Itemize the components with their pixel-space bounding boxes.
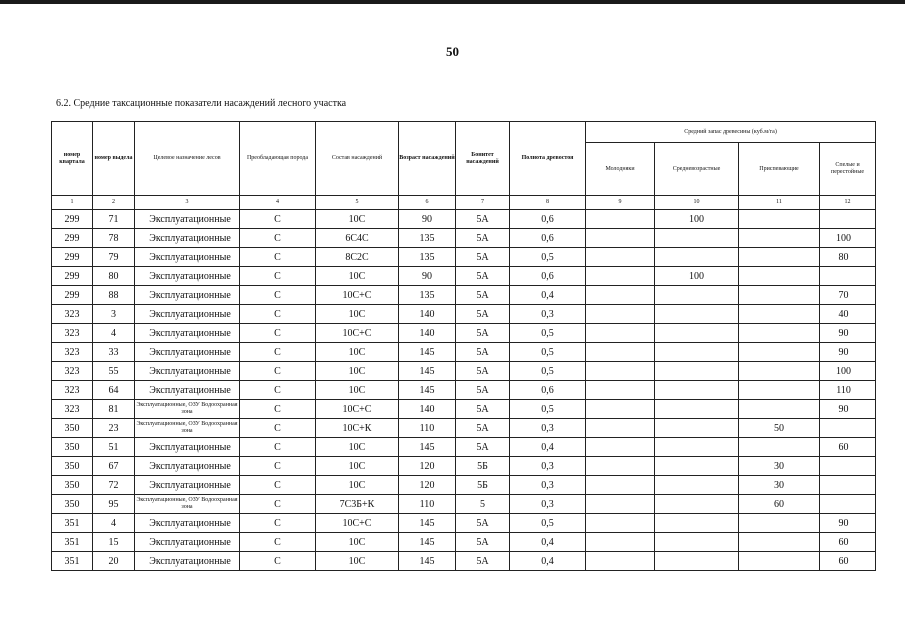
ripening-stock-cell [739, 267, 820, 286]
purpose-cell: Эксплуатационные [135, 343, 240, 362]
young-stock-cell [586, 305, 655, 324]
mature-stock-cell: 60 [820, 533, 876, 552]
mature-stock-cell [820, 419, 876, 438]
header-composition: Состав насаждений [316, 122, 399, 196]
mature-stock-cell: 90 [820, 400, 876, 419]
density-cell: 0,4 [510, 286, 586, 305]
age-cell: 135 [399, 286, 456, 305]
kvartal-cell: 323 [52, 324, 93, 343]
top-rule [0, 0, 905, 4]
vydel-cell: 95 [93, 495, 135, 514]
purpose-cell: Эксплуатационные [135, 229, 240, 248]
header-age: Возраст насаждений [399, 122, 456, 196]
ripening-stock-cell [739, 362, 820, 381]
dominant-species-cell: С [240, 210, 316, 229]
purpose-cell: Эксплуатационные [135, 381, 240, 400]
young-stock-cell [586, 324, 655, 343]
density-cell: 0,5 [510, 514, 586, 533]
vydel-cell: 23 [93, 419, 135, 438]
bonitet-cell: 5А [456, 552, 510, 571]
table-row [52, 457, 876, 476]
vydel-cell: 88 [93, 286, 135, 305]
purpose-cell: Эксплуатационные [135, 362, 240, 381]
kvartal-cell: 323 [52, 381, 93, 400]
table-row [52, 286, 876, 305]
dominant-species-cell: С [240, 362, 316, 381]
purpose-cell: Эксплуатационные [135, 210, 240, 229]
table-row [52, 248, 876, 267]
density-cell: 0,6 [510, 229, 586, 248]
age-cell: 145 [399, 552, 456, 571]
vydel-cell: 79 [93, 248, 135, 267]
dominant-species-cell: С [240, 552, 316, 571]
density-cell: 0,5 [510, 324, 586, 343]
bonitet-cell: 5Б [456, 476, 510, 495]
kvartal-cell: 350 [52, 495, 93, 514]
col-number: 12 [820, 196, 876, 210]
purpose-cell: Эксплуатационные, ОЗУ Водоохранная зона [135, 495, 240, 514]
col-number: 3 [135, 196, 240, 210]
bonitet-cell: 5А [456, 305, 510, 324]
composition-cell: 10С [316, 457, 399, 476]
density-cell: 0,3 [510, 476, 586, 495]
young-stock-cell [586, 362, 655, 381]
vydel-cell: 3 [93, 305, 135, 324]
ripening-stock-cell [739, 248, 820, 267]
density-cell: 0,3 [510, 419, 586, 438]
table-row [52, 400, 876, 419]
kvartal-cell: 299 [52, 229, 93, 248]
middle-stock-cell [655, 419, 739, 438]
ripening-stock-cell [739, 305, 820, 324]
kvartal-cell: 323 [52, 362, 93, 381]
dominant-species-cell: С [240, 381, 316, 400]
vydel-cell: 78 [93, 229, 135, 248]
age-cell: 140 [399, 324, 456, 343]
purpose-cell: Эксплуатационные, ОЗУ Водоохранная зона [135, 400, 240, 419]
bonitet-cell: 5А [456, 248, 510, 267]
col-number: 1 [52, 196, 93, 210]
bonitet-cell: 5Б [456, 457, 510, 476]
age-cell: 90 [399, 267, 456, 286]
mature-stock-cell: 100 [820, 229, 876, 248]
bonitet-cell: 5А [456, 286, 510, 305]
ripening-stock-cell [739, 286, 820, 305]
bonitet-cell: 5А [456, 438, 510, 457]
young-stock-cell [586, 533, 655, 552]
composition-cell: 10С+С [316, 400, 399, 419]
forest-indicators-table [51, 121, 876, 571]
mature-stock-cell [820, 495, 876, 514]
col-number: 9 [586, 196, 655, 210]
table-row [52, 476, 876, 495]
col-number: 8 [510, 196, 586, 210]
composition-cell: 10С+С [316, 324, 399, 343]
middle-stock-cell [655, 286, 739, 305]
composition-cell: 10С [316, 343, 399, 362]
middle-stock-cell [655, 438, 739, 457]
composition-cell: 10С+К [316, 419, 399, 438]
kvartal-cell: 351 [52, 514, 93, 533]
age-cell: 120 [399, 476, 456, 495]
bonitet-cell: 5А [456, 229, 510, 248]
composition-cell: 10С [316, 305, 399, 324]
dominant-species-cell: С [240, 229, 316, 248]
bonitet-cell: 5А [456, 533, 510, 552]
density-cell: 0,5 [510, 362, 586, 381]
purpose-cell: Эксплуатационные [135, 248, 240, 267]
ripening-stock-cell [739, 533, 820, 552]
age-cell: 110 [399, 419, 456, 438]
header-dominant: Преобладающая порода [240, 122, 316, 196]
bonitet-cell: 5А [456, 210, 510, 229]
bonitet-cell: 5А [456, 267, 510, 286]
young-stock-cell [586, 457, 655, 476]
purpose-cell: Эксплуатационные [135, 457, 240, 476]
dominant-species-cell: С [240, 533, 316, 552]
header-vydel: номер выдела [93, 122, 135, 196]
composition-cell: 10С [316, 438, 399, 457]
table-row [52, 381, 876, 400]
ripening-stock-cell [739, 229, 820, 248]
age-cell: 145 [399, 381, 456, 400]
ripening-stock-cell [739, 438, 820, 457]
table-row [52, 552, 876, 571]
dominant-species-cell: С [240, 305, 316, 324]
header-bonitet: Бонитет насаждений [456, 122, 510, 196]
purpose-cell: Эксплуатационные [135, 476, 240, 495]
composition-cell: 10С [316, 210, 399, 229]
vydel-cell: 51 [93, 438, 135, 457]
age-cell: 145 [399, 514, 456, 533]
ripening-stock-cell [739, 514, 820, 533]
purpose-cell: Эксплуатационные [135, 305, 240, 324]
density-cell: 0,6 [510, 267, 586, 286]
kvartal-cell: 323 [52, 343, 93, 362]
kvartal-cell: 323 [52, 305, 93, 324]
composition-cell: 10С [316, 362, 399, 381]
density-cell: 0,4 [510, 552, 586, 571]
age-cell: 110 [399, 495, 456, 514]
ripening-stock-cell [739, 324, 820, 343]
young-stock-cell [586, 229, 655, 248]
middle-stock-cell [655, 552, 739, 571]
young-stock-cell [586, 343, 655, 362]
ripening-stock-cell: 60 [739, 495, 820, 514]
vydel-cell: 55 [93, 362, 135, 381]
middle-stock-cell [655, 457, 739, 476]
vydel-cell: 67 [93, 457, 135, 476]
col-number: 4 [240, 196, 316, 210]
bonitet-cell: 5А [456, 419, 510, 438]
table-row [52, 229, 876, 248]
table-row [52, 267, 876, 286]
composition-cell: 8С2С [316, 248, 399, 267]
age-cell: 140 [399, 305, 456, 324]
ripening-stock-cell [739, 400, 820, 419]
middle-stock-cell [655, 476, 739, 495]
mature-stock-cell [820, 476, 876, 495]
middle-stock-cell [655, 229, 739, 248]
kvartal-cell: 299 [52, 267, 93, 286]
purpose-cell: Эксплуатационные [135, 438, 240, 457]
purpose-cell: Эксплуатационные [135, 514, 240, 533]
ripening-stock-cell [739, 343, 820, 362]
table-row [52, 514, 876, 533]
middle-stock-cell [655, 400, 739, 419]
mature-stock-cell: 60 [820, 552, 876, 571]
mature-stock-cell [820, 457, 876, 476]
header-stock-group: Средний запас древесины (куб.м/га) [586, 122, 876, 143]
middle-stock-cell: 100 [655, 210, 739, 229]
density-cell: 0,6 [510, 381, 586, 400]
composition-cell: 10С [316, 267, 399, 286]
header-middle: Средневозрастные [655, 143, 739, 196]
header-purpose: Целевое назначение лесов [135, 122, 240, 196]
kvartal-cell: 299 [52, 286, 93, 305]
mature-stock-cell: 110 [820, 381, 876, 400]
dominant-species-cell: С [240, 514, 316, 533]
header-mature: Спелые и перестойные [820, 143, 876, 196]
ripening-stock-cell [739, 552, 820, 571]
age-cell: 145 [399, 362, 456, 381]
table-body [52, 210, 876, 571]
mature-stock-cell: 90 [820, 343, 876, 362]
middle-stock-cell: 100 [655, 267, 739, 286]
young-stock-cell [586, 495, 655, 514]
young-stock-cell [586, 400, 655, 419]
vydel-cell: 4 [93, 324, 135, 343]
section-title: 6.2. Средние таксационные показатели насаждений лесного участка [56, 98, 347, 109]
vydel-cell: 15 [93, 533, 135, 552]
vydel-cell: 80 [93, 267, 135, 286]
kvartal-cell: 351 [52, 552, 93, 571]
col-number: 10 [655, 196, 739, 210]
density-cell: 0,5 [510, 400, 586, 419]
col-number: 2 [93, 196, 135, 210]
density-cell: 0,4 [510, 438, 586, 457]
header-density: Полнота древостоя [510, 122, 586, 196]
col-number: 7 [456, 196, 510, 210]
age-cell: 145 [399, 533, 456, 552]
kvartal-cell: 299 [52, 210, 93, 229]
young-stock-cell [586, 267, 655, 286]
purpose-cell: Эксплуатационные [135, 533, 240, 552]
mature-stock-cell [820, 210, 876, 229]
dominant-species-cell: С [240, 267, 316, 286]
bonitet-cell: 5А [456, 324, 510, 343]
table-row [52, 210, 876, 229]
age-cell: 145 [399, 438, 456, 457]
composition-cell: 10С+С [316, 286, 399, 305]
mature-stock-cell: 40 [820, 305, 876, 324]
purpose-cell: Эксплуатационные [135, 267, 240, 286]
vydel-cell: 64 [93, 381, 135, 400]
composition-cell: 10С [316, 533, 399, 552]
purpose-cell: Эксплуатационные [135, 324, 240, 343]
density-cell: 0,6 [510, 210, 586, 229]
bonitet-cell: 5А [456, 514, 510, 533]
kvartal-cell: 350 [52, 476, 93, 495]
vydel-cell: 4 [93, 514, 135, 533]
dominant-species-cell: С [240, 400, 316, 419]
vydel-cell: 72 [93, 476, 135, 495]
density-cell: 0,3 [510, 305, 586, 324]
dominant-species-cell: С [240, 476, 316, 495]
table-row [52, 343, 876, 362]
mature-stock-cell: 80 [820, 248, 876, 267]
young-stock-cell [586, 210, 655, 229]
young-stock-cell [586, 476, 655, 495]
dominant-species-cell: С [240, 419, 316, 438]
kvartal-cell: 350 [52, 438, 93, 457]
ripening-stock-cell: 50 [739, 419, 820, 438]
vydel-cell: 81 [93, 400, 135, 419]
header-young: Молодняки [586, 143, 655, 196]
dominant-species-cell: С [240, 438, 316, 457]
bonitet-cell: 5А [456, 362, 510, 381]
ripening-stock-cell [739, 381, 820, 400]
mature-stock-cell: 90 [820, 324, 876, 343]
dominant-species-cell: С [240, 495, 316, 514]
page-number: 50 [446, 44, 459, 59]
bonitet-cell: 5 [456, 495, 510, 514]
age-cell: 135 [399, 248, 456, 267]
young-stock-cell [586, 248, 655, 267]
age-cell: 90 [399, 210, 456, 229]
table-row [52, 362, 876, 381]
kvartal-cell: 350 [52, 419, 93, 438]
composition-cell: 7С3Б+К [316, 495, 399, 514]
middle-stock-cell [655, 495, 739, 514]
ripening-stock-cell [739, 210, 820, 229]
mature-stock-cell: 60 [820, 438, 876, 457]
age-cell: 135 [399, 229, 456, 248]
age-cell: 120 [399, 457, 456, 476]
table-row [52, 324, 876, 343]
middle-stock-cell [655, 324, 739, 343]
density-cell: 0,3 [510, 495, 586, 514]
young-stock-cell [586, 381, 655, 400]
table-row [52, 419, 876, 438]
middle-stock-cell [655, 381, 739, 400]
col-number: 11 [739, 196, 820, 210]
dominant-species-cell: С [240, 324, 316, 343]
ripening-stock-cell: 30 [739, 457, 820, 476]
middle-stock-cell [655, 514, 739, 533]
middle-stock-cell [655, 533, 739, 552]
mature-stock-cell [820, 267, 876, 286]
kvartal-cell: 350 [52, 457, 93, 476]
table-row [52, 495, 876, 514]
vydel-cell: 71 [93, 210, 135, 229]
table-row [52, 438, 876, 457]
col-number: 5 [316, 196, 399, 210]
vydel-cell: 20 [93, 552, 135, 571]
density-cell: 0,4 [510, 533, 586, 552]
bonitet-cell: 5А [456, 400, 510, 419]
young-stock-cell [586, 438, 655, 457]
middle-stock-cell [655, 343, 739, 362]
composition-cell: 6С4С [316, 229, 399, 248]
table-row [52, 533, 876, 552]
young-stock-cell [586, 514, 655, 533]
age-cell: 145 [399, 343, 456, 362]
middle-stock-cell [655, 248, 739, 267]
ripening-stock-cell: 30 [739, 476, 820, 495]
bonitet-cell: 5А [456, 343, 510, 362]
age-cell: 140 [399, 400, 456, 419]
purpose-cell: Эксплуатационные [135, 552, 240, 571]
middle-stock-cell [655, 305, 739, 324]
bonitet-cell: 5А [456, 381, 510, 400]
mature-stock-cell: 70 [820, 286, 876, 305]
mature-stock-cell: 100 [820, 362, 876, 381]
purpose-cell: Эксплуатационные, ОЗУ Водоохранная зона [135, 419, 240, 438]
young-stock-cell [586, 286, 655, 305]
dominant-species-cell: С [240, 343, 316, 362]
purpose-cell: Эксплуатационные [135, 286, 240, 305]
header-kvartal: номер квартала [52, 122, 93, 196]
dominant-species-cell: С [240, 457, 316, 476]
mature-stock-cell: 90 [820, 514, 876, 533]
dominant-species-cell: С [240, 248, 316, 267]
dominant-species-cell: С [240, 286, 316, 305]
kvartal-cell: 351 [52, 533, 93, 552]
kvartal-cell: 323 [52, 400, 93, 419]
col-number: 6 [399, 196, 456, 210]
kvartal-cell: 299 [52, 248, 93, 267]
composition-cell: 10С [316, 476, 399, 495]
density-cell: 0,5 [510, 248, 586, 267]
young-stock-cell [586, 419, 655, 438]
middle-stock-cell [655, 362, 739, 381]
table-row [52, 305, 876, 324]
header-ripening: Приспевающие [739, 143, 820, 196]
density-cell: 0,3 [510, 457, 586, 476]
young-stock-cell [586, 552, 655, 571]
vydel-cell: 33 [93, 343, 135, 362]
composition-cell: 10С [316, 552, 399, 571]
density-cell: 0,5 [510, 343, 586, 362]
composition-cell: 10С [316, 381, 399, 400]
composition-cell: 10С+С [316, 514, 399, 533]
